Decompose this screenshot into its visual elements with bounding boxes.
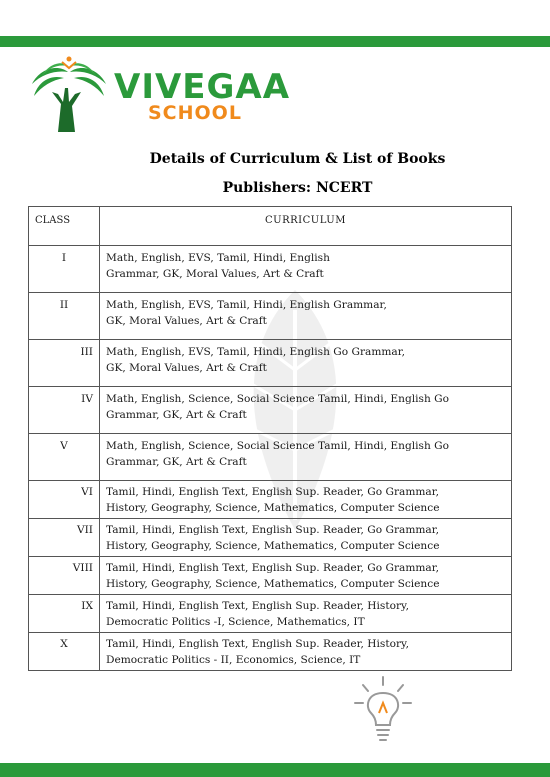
class-cell: II <box>29 293 100 340</box>
class-cell: IV <box>29 387 100 434</box>
class-cell: III <box>29 340 100 387</box>
curriculum-cell: Math, English, EVS, Tamil, Hindi, English Go Grammar, GK, Moral Values, Art & Craft <box>100 340 512 387</box>
table-row <box>29 434 512 481</box>
class-cell: VI <box>29 481 100 519</box>
logo-wordmark: VIVEGAA <box>114 67 291 107</box>
curriculum-cell: Math, English, EVS, Tamil, Hindi, English Grammar, GK, Moral Values, Art & Craft <box>100 293 512 340</box>
curriculum-cell: Math, English, Science, Social Science Tamil, Hindi, English Go Grammar, GK, Art & Craft <box>100 434 512 481</box>
table-row <box>29 340 512 387</box>
page-title: Details of Curriculum & List of Books <box>149 151 446 167</box>
class-cell: IX <box>29 595 100 633</box>
curriculum-table <box>28 206 512 671</box>
curriculum-cell: Math, English, Science, Social Science Tamil, Hindi, English Go Grammar, GK, Art & Craft <box>100 387 512 434</box>
table-row <box>29 246 512 293</box>
table-header-row <box>29 207 512 246</box>
curriculum-cell: Tamil, Hindi, English Text, English Sup. Reader, Go Grammar, History, Geography, Science, Mathematics, Computer Science <box>100 519 512 557</box>
table-row <box>29 481 512 519</box>
table-row <box>29 519 512 557</box>
table-row <box>29 595 512 633</box>
lightbulb-icon <box>353 673 413 745</box>
header-class: CLASS <box>29 207 100 246</box>
curriculum-cell: Tamil, Hindi, English Text, English Sup. Reader, Go Grammar, History, Geography, Science, Mathematics, Computer Science <box>100 481 512 519</box>
curriculum-cell: Math, English, EVS, Tamil, Hindi, English Grammar, GK, Moral Values, Art & Craft <box>100 246 512 293</box>
header-curriculum: CURRICULUM <box>100 207 512 246</box>
table-row <box>29 387 512 434</box>
class-cell: X <box>29 633 100 671</box>
table-row <box>29 633 512 671</box>
top-green-bar <box>0 36 550 47</box>
logo-subtitle: SCHOOL <box>148 102 242 124</box>
table-row <box>29 293 512 340</box>
class-cell: VIII <box>29 557 100 595</box>
table-row <box>29 557 512 595</box>
curriculum-cell: Tamil, Hindi, English Text, English Sup. Reader, History, Democratic Politics - II, Economics, Science, IT <box>100 633 512 671</box>
school-logo <box>28 54 291 134</box>
page-subtitle: Publishers: NCERT <box>222 180 373 196</box>
curriculum-cell: Tamil, Hindi, English Text, English Sup. Reader, Go Grammar, History, Geography, Science, Mathematics, Computer Science <box>100 557 512 595</box>
class-cell: I <box>29 246 100 293</box>
curriculum-cell: Tamil, Hindi, English Text, English Sup. Reader, History, Democratic Politics -I, Science, Mathematics, IT <box>100 595 512 633</box>
tree-book-icon <box>28 54 110 134</box>
class-cell: V <box>29 434 100 481</box>
class-cell: VII <box>29 519 100 557</box>
bottom-green-bar <box>0 763 550 777</box>
